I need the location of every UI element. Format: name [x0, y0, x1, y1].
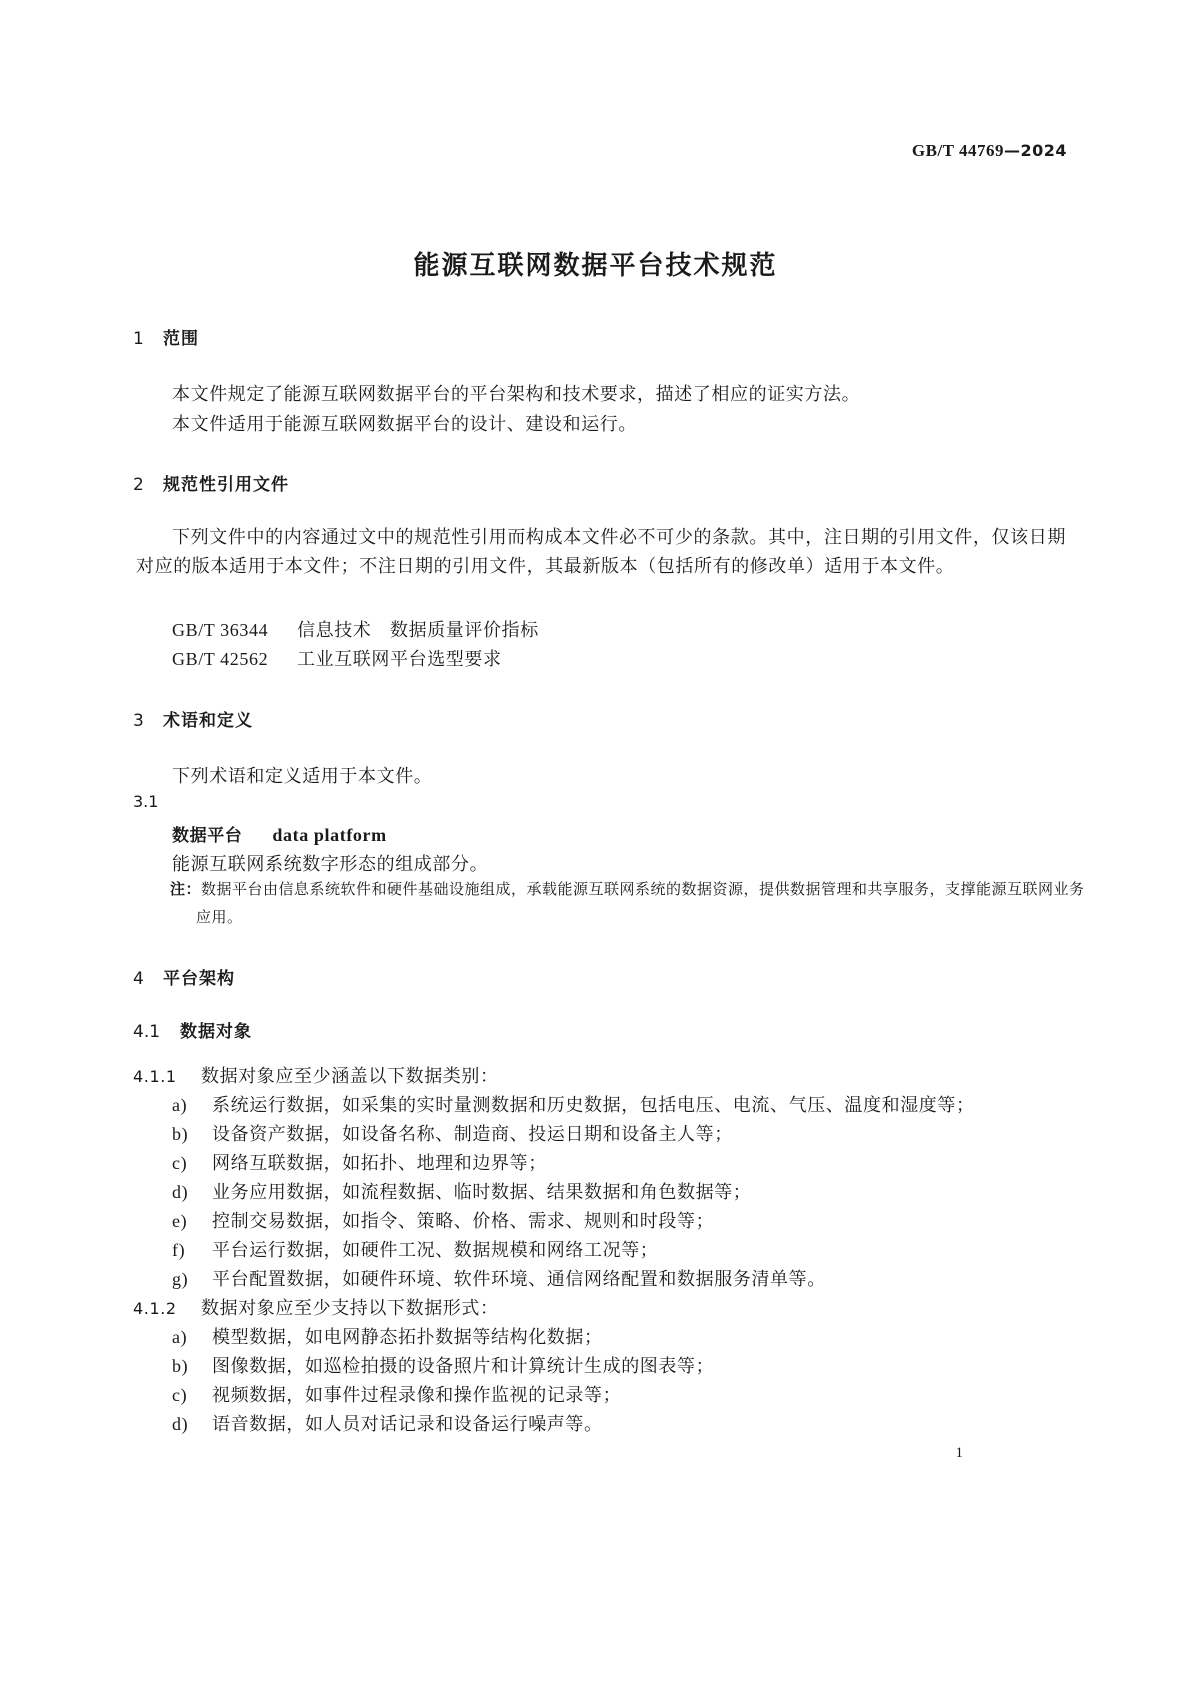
- list-item: [172, 1236, 658, 1262]
- clause-text: 数据对象应至少支持以下数据形式：: [201, 1298, 499, 1318]
- list-marker: c): [172, 1385, 188, 1405]
- list-marker: d): [172, 1182, 189, 1202]
- normative-reference: [172, 645, 502, 671]
- list-text: 平台运行数据，如硬件工况、数据规模和网络工况等；: [212, 1240, 659, 1260]
- list-marker: e): [172, 1211, 188, 1231]
- subsection-title: 数据对象: [180, 1022, 252, 1042]
- list-marker: f): [172, 1240, 186, 1260]
- list-item: [172, 1120, 733, 1146]
- section-2-heading: [133, 470, 289, 495]
- section-3-paragraph: 下列术语和定义适用于本文件。: [172, 766, 433, 786]
- term-note: [170, 876, 1086, 932]
- list-text: 系统运行数据，如采集的实时量测数据和历史数据，包括电压、电流、气压、温度和湿度等；: [212, 1095, 975, 1115]
- list-text: 控制交易数据，如指令、策略、价格、需求、规则和时段等；: [212, 1211, 715, 1231]
- reference-code: GB/T 42562: [172, 649, 269, 669]
- section-1-paragraph-2: 本文件适用于能源互联网数据平台的设计、建设和运行。: [172, 414, 637, 434]
- doc-year: 2024: [1020, 141, 1067, 160]
- list-text: 语音数据，如人员对话记录和设备运行噪声等。: [212, 1414, 603, 1434]
- clause-number: 4.1.2: [133, 1299, 177, 1318]
- note-label: 注：: [170, 882, 202, 898]
- list-item: [172, 1381, 621, 1407]
- subsection-4-1-heading: [133, 1017, 252, 1042]
- list-item: [172, 1323, 603, 1349]
- list-marker: g): [172, 1269, 189, 1289]
- clause-number: 4.1.1: [133, 1067, 177, 1086]
- list-text: 设备资产数据，如设备名称、制造商、投运日期和设备主人等；: [212, 1124, 733, 1144]
- reference-title: 工业互联网平台选型要求: [297, 649, 502, 669]
- section-title: 范围: [163, 329, 199, 349]
- normative-reference: [172, 616, 539, 642]
- subsection-number: 4.1: [133, 1022, 161, 1042]
- term-english: data platform: [272, 825, 387, 845]
- clause-text: 数据对象应至少涵盖以下数据类别：: [201, 1066, 499, 1086]
- document-number: [912, 141, 1067, 161]
- list-item: [172, 1149, 547, 1175]
- list-item: [172, 1091, 975, 1117]
- list-text: 业务应用数据，如流程数据、临时数据、结果数据和角色数据等；: [212, 1182, 752, 1202]
- list-marker: d): [172, 1414, 189, 1434]
- section-2-paragraph: 下列文件中的内容通过文中的规范性引用而构成本文件必不可少的条款。其中，注日期的引用文件，仅该日期对应的版本适用于本文件；不注日期的引用文件，其最新版本（包括所有的修改单）适用于本文件。: [136, 527, 1066, 576]
- list-text: 模型数据，如电网静态拓扑数据等结构化数据；: [212, 1327, 603, 1347]
- doc-code: GB/T 44769: [911, 141, 1004, 160]
- section-title: 平台架构: [163, 969, 235, 989]
- list-text: 网络互联数据，如拓扑、地理和边界等；: [212, 1153, 547, 1173]
- doc-dash: —: [1003, 141, 1021, 160]
- page-number: 1: [955, 1445, 963, 1461]
- section-3-heading: [133, 706, 253, 731]
- section-title: 规范性引用文件: [163, 475, 289, 495]
- section-number: 3: [133, 711, 144, 731]
- section-1-heading: [133, 324, 199, 349]
- list-marker: b): [172, 1356, 189, 1376]
- clause-4-1-2: [133, 1294, 499, 1320]
- list-text: 平台配置数据，如硬件环境、软件环境、通信网络配置和数据服务清单等。: [212, 1269, 826, 1289]
- reference-title: 信息技术 数据质量评价指标: [297, 620, 539, 640]
- reference-code: GB/T 36344: [172, 620, 269, 640]
- term-number: 3.1: [133, 792, 159, 811]
- list-item: [172, 1207, 714, 1233]
- document-title: 能源互联网数据平台技术规范: [413, 251, 778, 281]
- term-definition: 能源互联网系统数字形态的组成部分。: [172, 854, 489, 874]
- list-marker: b): [172, 1124, 189, 1144]
- list-item: [172, 1410, 603, 1436]
- list-marker: a): [172, 1095, 188, 1115]
- list-text: 图像数据，如巡检拍摄的设备照片和计算统计生成的图表等；: [212, 1356, 715, 1376]
- section-number: 4: [133, 969, 144, 989]
- section-1-paragraph-1: 本文件规定了能源互联网数据平台的平台架构和技术要求，描述了相应的证实方法。: [172, 384, 861, 404]
- term-heading: [172, 821, 387, 846]
- list-marker: c): [172, 1153, 188, 1173]
- list-item: [172, 1178, 751, 1204]
- list-text: 视频数据，如事件过程录像和操作监视的记录等；: [212, 1385, 622, 1405]
- list-item: [172, 1352, 714, 1378]
- section-4-heading: [133, 964, 235, 989]
- list-marker: a): [172, 1327, 188, 1347]
- section-title: 术语和定义: [163, 711, 253, 731]
- term-chinese: 数据平台: [172, 826, 243, 846]
- list-item: [172, 1265, 826, 1291]
- note-text: 数据平台由信息系统软件和硬件基础设施组成，承载能源互联网系统的数据资源，提供数据管理和共享服务，支撑能源互联网业务应用。: [196, 882, 1085, 926]
- clause-4-1-1: [133, 1062, 499, 1088]
- section-number: 1: [133, 329, 144, 349]
- section-number: 2: [133, 475, 144, 495]
